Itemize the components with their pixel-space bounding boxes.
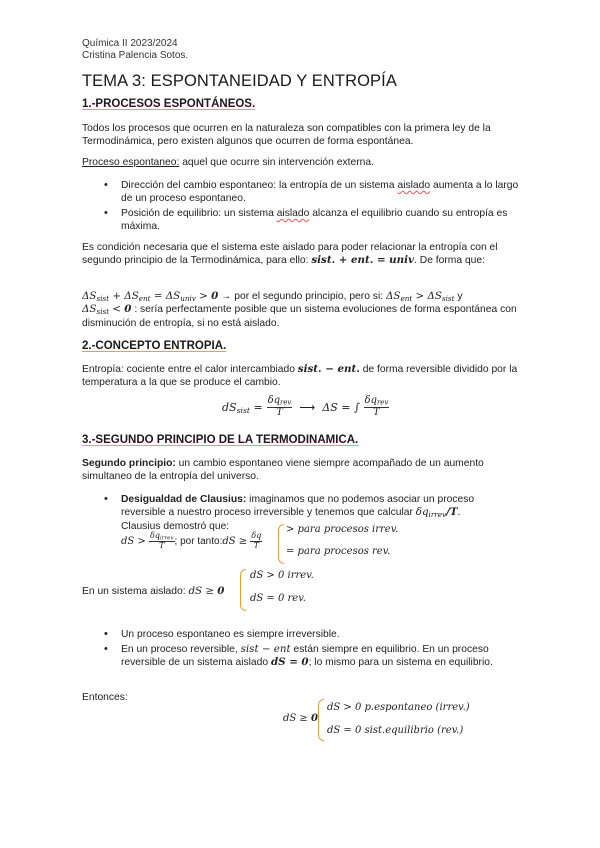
- section-1-intro: Todos los procesos que ocurren en la naturaleza son compatibles con la primera ley de la Termodinámica, pero existen algunos que ocurren de forma espontánea.: [82, 123, 491, 148]
- condition-paragraph: Es condición necesaria que el sistema este aislado para poder relacionar la entropía con el segundo principio de la Termodinámica, para ello: sist. + ent. = univ. De forma que:: [82, 242, 498, 267]
- final-inequality: dS ≥ 0: [283, 713, 318, 724]
- bullet-irreversible: Un proceso espontaneo es siempre irreversible.: [121, 629, 340, 640]
- entropy-formula: $dS_{sist}$ = $\frac{\delta q_{rev}}{T}$ ⟶ ΔS = ∫ $\frac{\delta q_{rev}}{T}$: [222, 395, 389, 418]
- case-irreversible: > para procesos irrev.: [286, 524, 399, 535]
- entropy-definition: Entropía: cociente entre el calor intercambiado sist. − ent. de forma reversible dividido por la temperatura a la que se produce el cambio.: [82, 363, 518, 389]
- then-label: Entonces:: [82, 692, 128, 703]
- isolated-system-line: En un sistema aislado: dS ≥ 0: [82, 585, 225, 597]
- page-title: TEMA 3: ESPONTANEIDAD Y ENTROPÍA: [82, 72, 397, 90]
- author-header: Cristina Palencia Sotos.: [82, 50, 189, 61]
- bullet-equilibrium: Posición de equilibrio: un sistema aislado alcanza el equilibrio cuando su entropía es máxima.: [121, 208, 508, 233]
- bullet-dot: •: [104, 643, 108, 655]
- definition-text: aquel que ocurre sin intervención externa.: [179, 157, 374, 168]
- final-spontaneous: dS > 0 p.espontaneo (irrev.): [327, 702, 470, 713]
- case-reversible: = para procesos rev.: [286, 546, 391, 557]
- bullet-dot: •: [104, 207, 108, 219]
- final-equilibrium: dS = 0 sist.equilibrio (rev.): [327, 725, 464, 736]
- bullet-dot: •: [104, 179, 108, 191]
- course-header: Química II 2023/2024: [82, 38, 178, 49]
- isolated-rev: dS = 0 rev.: [250, 593, 306, 604]
- bullet-dot: •: [104, 493, 108, 505]
- definition-term: Proceso espontaneo:: [82, 157, 180, 168]
- inequality-paragraph: $\Delta S_{sist} + \Delta S_{ent} = \Delta S_{univ} > 0$ → por el segundo principio, pero si: $\Delta S_{ent} > \Delta S_{sist}$ y $\Delta S_{sist} < 0$ : sería perfectamente posible que un sistema evoluciones de forma espontánea con disminución de entropía, si no está aislado.: [82, 290, 517, 329]
- section-3-heading: 3.-SEGUNDO PRINCIPIO DE LA TERMODINAMICA.: [82, 434, 359, 446]
- isolated-irrev: dS > 0 irrev.: [250, 570, 314, 581]
- second-principle: Segundo principio: un cambio espontaneo viene siempre acompañado de un aumento simultaneo de la entropía del universo.: [82, 458, 484, 483]
- bullet-dot: •: [104, 628, 108, 640]
- brace-isolated: [240, 569, 246, 611]
- section-1-heading: 1.-PROCESOS ESPONTÁNEOS.: [82, 98, 256, 110]
- bullet-reversible: En un proceso reversible, sist − ent están siempre en equilibrio. En un proceso reversible de un sistema aislado dS = 0; lo mismo para un sistema en equilibrio.: [121, 643, 493, 669]
- bullet-direction: Dirección del cambio espontaneo: la entropía de un sistema aislado aumenta a lo largo de un proceso espontaneo.: [121, 180, 519, 205]
- brace-final: [318, 699, 324, 741]
- clausius-paragraph: Desigualdad de Clausius: imaginamos que no podemos asociar un proceso reversible a nuestro proceso irreversible y tenemos que calcular $\delta q_{irrev}/T$. Clausius demostró que:: [121, 494, 475, 532]
- brace-clausius: [278, 524, 284, 564]
- section-2-heading: 2.-CONCEPTO ENTROPIA.: [82, 340, 227, 352]
- definition-line: [82, 156, 522, 169]
- clausius-inequality: dS > $\frac{\delta q_{irrev}}{T}$ ; por tanto: dS ≥ $\frac{\delta q}{T}$: [121, 531, 262, 550]
